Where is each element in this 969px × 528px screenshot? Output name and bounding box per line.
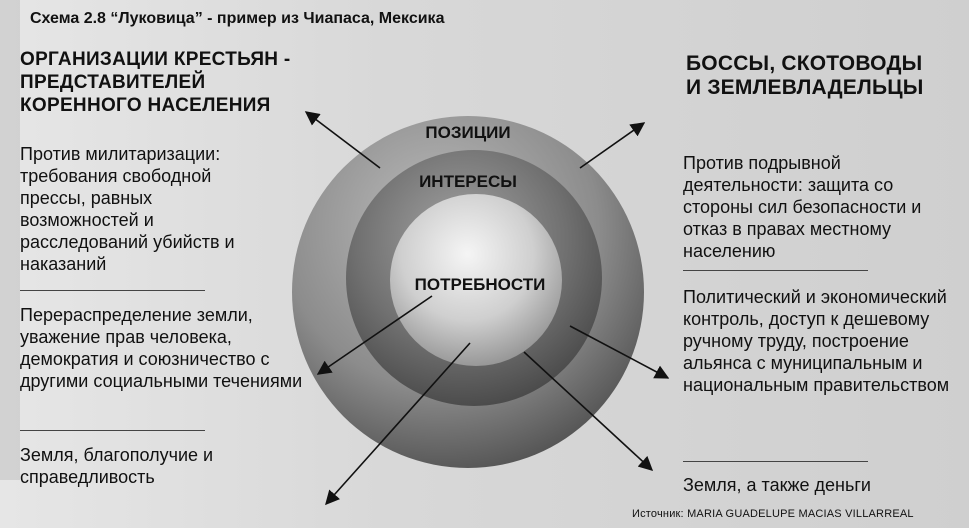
left-heading: ОРГАНИЗАЦИИ КРЕСТЬЯН - ПРЕДСТАВИТЕЛЕЙ КОРЕННОГО НАСЕЛЕНИЯ bbox=[20, 49, 291, 116]
ring-label-needs: ПОТРЕБНОСТИ bbox=[414, 275, 546, 294]
left-positions-text: Против милитаризации: требования свободной прессы, равных возможностей и расследований убийств и наказаний bbox=[20, 144, 235, 274]
figure-caption: Схема 2.8 “Луковица” - пример из Чиапаса, Мексика bbox=[30, 10, 445, 27]
arrow-positions-right bbox=[580, 123, 644, 168]
ring-label-positions: ПОЗИЦИИ bbox=[425, 123, 511, 142]
right-needs-text: Земля, а также деньги bbox=[683, 475, 871, 495]
left-needs-text: Земля, благополучие и справедливость bbox=[20, 445, 214, 487]
source-credit: Источник: MARIA GUADELUPE MACIAS VILLARREAL bbox=[632, 508, 914, 520]
left-interests-text: Перераспределение земли, уважение прав человека, демократия и союзничество с другими социальными течениями bbox=[20, 305, 303, 391]
right-positions-text: Против подрывной деятельности: защита со стороны сил безопасности и отказ в правах местному населению bbox=[683, 153, 922, 261]
right-interests-text: Политический и экономический контроль, доступ к дешевому ручному труду, построение альянса с муниципальным и национальным правительством bbox=[683, 287, 950, 395]
right-heading: БОССЫ, СКОТОВОДЫ И ЗЕМЛЕВЛАДЕЛЬЦЫ bbox=[686, 52, 924, 99]
arrow-positions-left bbox=[306, 112, 380, 168]
ring-label-interests: ИНТЕРЕСЫ bbox=[419, 172, 517, 191]
